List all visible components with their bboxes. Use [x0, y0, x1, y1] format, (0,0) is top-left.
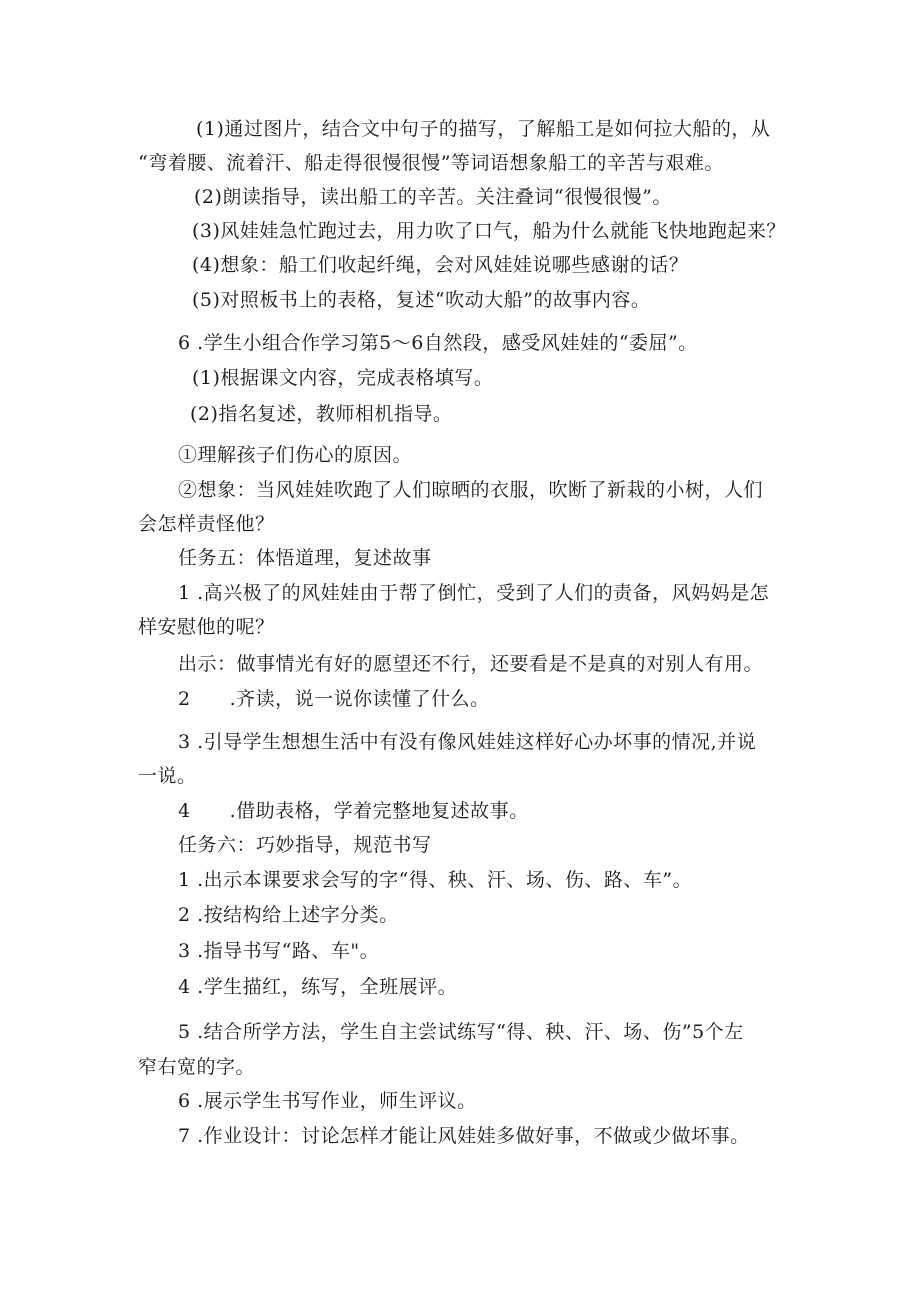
text-line: 4 .借助表格，学着完整地复述故事。 [178, 800, 529, 822]
text-line: 会怎样责怪他？ [138, 513, 275, 535]
text-line: 窄右宽的字。 [138, 1056, 256, 1078]
text-line: 7 .作业设计：讨论怎样才能让风娃娃多做好事，不做或少做坏事。 [178, 1125, 750, 1147]
text-line: (1)通过图片，结合文中句子的描写，了解船工是如何拉大船的，从 [196, 118, 771, 140]
text-line: 6 .展示学生书写作业，师生评议。 [178, 1090, 477, 1112]
text-line: ①理解孩子们伤心的原因。 [178, 444, 413, 466]
text-line: (4)想象：船工们收起纤绳，会对风娃娃说哪些感谢的话？ [192, 254, 689, 276]
text-line: 样安慰他的呢？ [138, 616, 275, 638]
text-line: 5 .结合所学方法，学生自主尝试练写“得、秧、汗、场、伤”5个左 [178, 1021, 744, 1043]
text-line: 1 .出示本课要求会写的字“得、秧、汗、场、伤、路、车”。 [178, 869, 693, 891]
text-line: (1)根据课文内容，完成表格填写。 [192, 367, 494, 389]
text-line: 一说。 [138, 765, 197, 787]
text-line: 出示：做事情光有好的愿望还不行，还要看是不是真的对别人有用。 [178, 653, 764, 675]
text-line: 4 .学生描红，练写，全班展评。 [178, 976, 458, 998]
section-heading: 任务六：巧妙指导，规范书写 [178, 834, 432, 856]
section-heading: 任务五：体悟道理，复述故事 [178, 547, 432, 569]
text-line: (2)朗读指导，读出船工的辛苦。关注叠词“很慢很慢”。 [194, 186, 672, 208]
text-line: 1 .高兴极了的风娃娃由于帮了倒忙，受到了人们的责备，风妈妈是怎 [178, 582, 770, 604]
text-line: 3 .指导书写“路、车"。 [178, 940, 380, 962]
text-line: (2)指名复述，教师相机指导。 [190, 403, 453, 425]
text-line: 6 .学生小组合作学习第5～6自然段，感受风娃娃的“委屈”。 [178, 332, 698, 354]
text-line: (5)对照板书上的表格，复述“吹动大船”的故事内容。 [192, 289, 651, 311]
text-line: 2 .按结构给上述字分类。 [178, 904, 399, 926]
text-line: ②想象：当风娃娃吹跑了人们晾晒的衣服，吹断了新栽的小树，人们 [178, 479, 764, 501]
text-line: “弯着腰、流着汗、船走得很慢很慢”等词语想象船工的辛苦与艰难。 [138, 152, 724, 174]
text-line: (3)风娃娃急忙跑过去，用力吹了口气，船为什么就能飞快地跑起来？ [192, 220, 786, 242]
text-line: 2 .齐读，说一说你读懂了什么。 [178, 688, 490, 710]
text-line: 3 .引导学生想想生活中有没有像风娃娃这样好心办坏事的情况,并说 [178, 731, 757, 753]
